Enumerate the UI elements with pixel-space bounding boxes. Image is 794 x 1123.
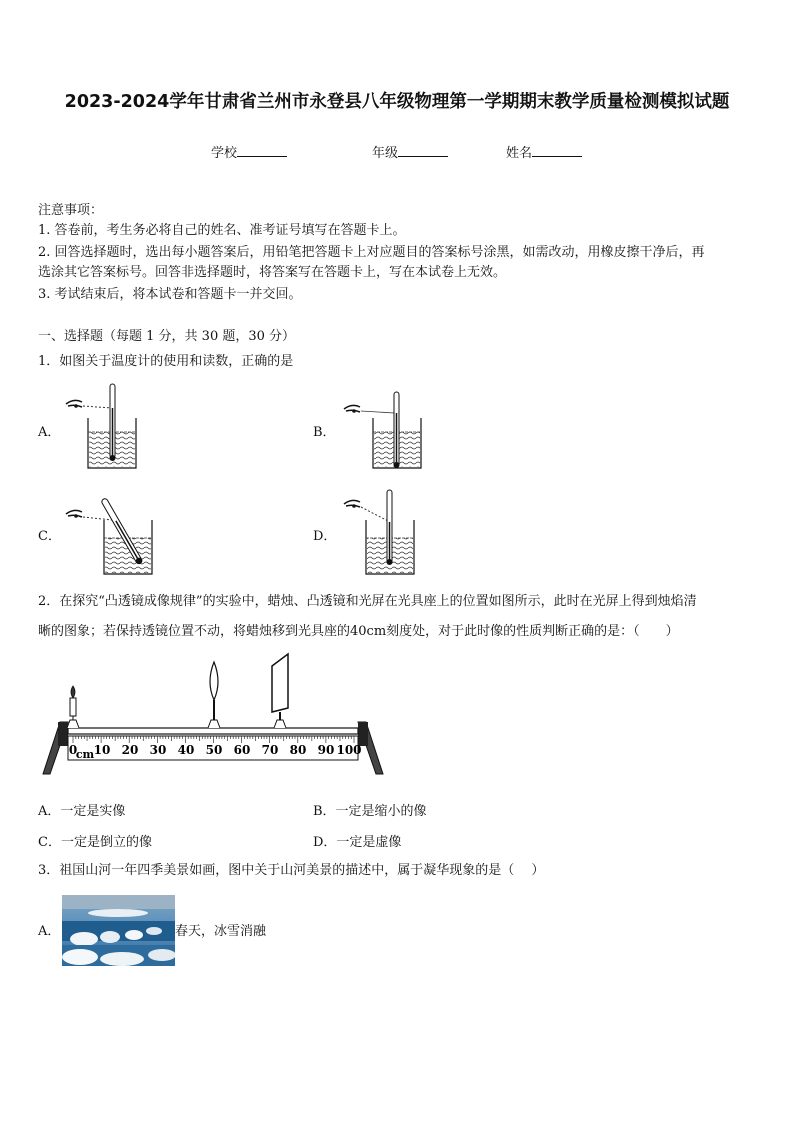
notes-item-1: 1. 答卷前，考生务必将自己的姓名、准考证号填写在答题卡上。 [38, 223, 406, 238]
figure-d-thermometer [344, 490, 414, 574]
school-label: 学校 [211, 146, 238, 161]
ruler-tick-label: 40 [177, 743, 195, 757]
eye-icon [344, 500, 360, 507]
q1-option-c-label: C． [38, 529, 61, 544]
page-title: 2023-2024学年甘肃省兰州市永登县八年级物理第一学期期末教学质量检测模拟试题 [64, 92, 730, 112]
convex-lens-icon [208, 662, 220, 728]
notes-item-3: 3. 考试结束后，将本试卷和答题卡一并交回。 [38, 287, 302, 302]
melting-ice-photo [62, 895, 175, 966]
eye-icon [344, 405, 360, 412]
ruler-tick-label: 0 [68, 743, 78, 757]
name-label: 姓名 [506, 146, 533, 161]
question-3-stem: 3．祖国山河一年四季美景如画，图中关于山河美景的描述中，属于凝华现象的是（ ） [38, 863, 545, 878]
eye-icon [66, 510, 82, 517]
light-screen-icon [272, 654, 288, 728]
q2-option-a[interactable]: A．一定是实像 [38, 804, 126, 819]
question-1-stem: 1．如图关于温度计的使用和读数，正确的是 [38, 354, 294, 369]
question-2-stem-line-1: 2．在探究“凸透镜成像规律”的实验中，蜡烛、凸透镜和光屏在光具座上的位置如图所示，此时在光屏上得到烛焰清 [38, 594, 697, 609]
q1-option-a-label: A． [38, 425, 61, 440]
figure-b-thermometer [344, 392, 421, 468]
optical-bench-figure [40, 652, 390, 778]
ruler-unit: cm [75, 748, 95, 761]
section-heading: 一、选择题（每题 1 分，共 30 题，30 分） [38, 329, 296, 344]
ruler-tick-label: 80 [289, 743, 307, 757]
ruler-tick-label: 100 [336, 743, 362, 757]
figure-a-thermometer [66, 384, 136, 468]
q3-option-a-label: A． [38, 924, 61, 939]
ruler-tick-label: 30 [149, 743, 167, 757]
notes-heading: 注意事项： [38, 203, 104, 218]
q2-option-d[interactable]: D．一定是虚像 [313, 835, 402, 850]
ruler-tick-label: 60 [233, 743, 251, 757]
ruler-tick-label: 20 [121, 743, 139, 757]
q2-option-c[interactable]: C．一定是倒立的像 [38, 835, 152, 850]
q3-option-a-text[interactable]: 春天，冰雪消融 [175, 924, 267, 939]
notes-item-2-line-1: 2. 回答选择题时，选出每小题答案后，用铅笔把答题卡上对应题目的答案标号涂黑，如需改动，用橡皮擦干净后，再 [38, 245, 705, 260]
ruler-tick-label: 70 [261, 743, 279, 757]
notes-item-2-line-2: 选涂其它答案标号。回答非选择题时，将答案写在答题卡上，写在本试卷上无效。 [38, 265, 507, 280]
q2-option-b[interactable]: B．一定是缩小的像 [313, 804, 427, 819]
figure-c-thermometer [66, 498, 152, 574]
question-2-stem-line-2: 晰的图象；若保持透镜位置不动，将蜡烛移到光具座的40cm刻度处，对于此时像的性质判断正确的是：（ ） [38, 624, 679, 639]
q1-option-d-label: D． [313, 529, 337, 544]
ruler-tick-label: 90 [317, 743, 335, 757]
ruler-tick-label: 50 [205, 743, 223, 757]
eye-icon [66, 400, 82, 407]
q1-option-b-label: B． [313, 425, 336, 440]
candle-icon [67, 686, 79, 728]
grade-label: 年级 [372, 146, 399, 161]
ruler-tick-label: 10 [93, 743, 111, 757]
